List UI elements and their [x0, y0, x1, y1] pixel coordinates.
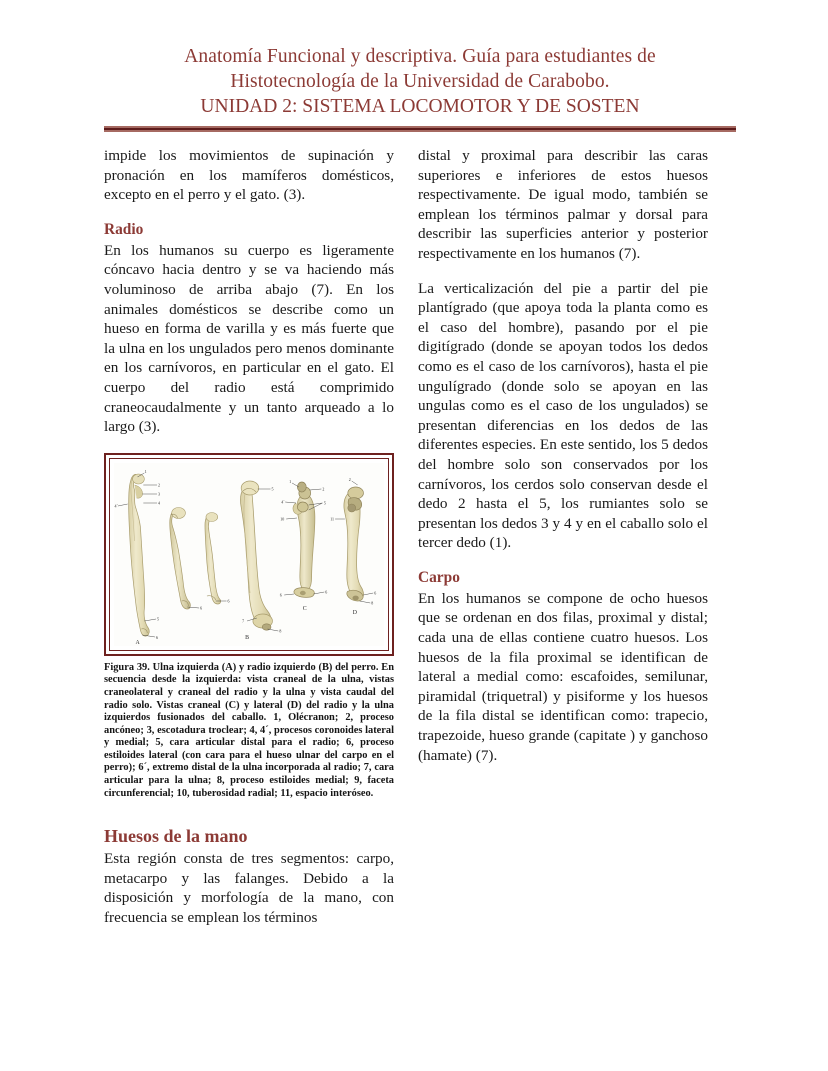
page-content [104, 0, 736, 928]
svg-text:A: A [135, 639, 140, 646]
figure-caption: Figura 39. Ulna izquierda (A) y radio izquierdo (B) del perro. En secuencia desde la izquierda: vista craneal de la ulna, vistas craneolateral y craneal del radio y la ulna y vista caudal del radio solo. Vistas craneal (C) y lateral (D) del radio y la ulna izquierdos fusionados del caballo. 1, Olécranon; 2, proceso ancóneo; 3, escotadura troclear; 4, 4´, procesos coronoides lateral y medial; 5, cara articular distal para el radio; 6, proceso estiloides lateral (con cara para el hueso ulnar del carpo en el perro); 6´, extremo distal de la ulna incorporada al radio; 7, cara articular para la ulna; 8, proceso estiloides medial; 9, faceta circunferencial; 10, tuberosidad radial; 11, espacio interóseo. [104, 661, 394, 799]
svg-text:2: 2 [322, 486, 325, 492]
right-paragraph-1: distal y proximal para describir las caras superiores e inferiores de estos huesos respectivamente. De igual modo, también se emplean los términos palmar y dorsal para describir las superficies anterior y posterior respectivamente en los humanos (7). [418, 147, 708, 262]
svg-text:4´: 4´ [281, 499, 285, 505]
heading-carpo: Carpo [418, 568, 460, 586]
two-column-body [104, 146, 736, 928]
svg-text:6: 6 [156, 634, 159, 640]
bone-illustration-plate [114, 463, 384, 646]
header-divider-rule [104, 126, 736, 132]
bone-illustration-svg [114, 463, 384, 646]
svg-text:5: 5 [323, 500, 326, 506]
heading-huesos-de-la-mano: Huesos de la mano [104, 826, 248, 847]
svg-text:2: 2 [348, 476, 351, 482]
svg-text:8: 8 [279, 628, 282, 634]
svg-text:D: D [352, 609, 357, 616]
svg-text:1: 1 [289, 478, 292, 484]
svg-text:5: 5 [157, 616, 160, 622]
svg-text:3: 3 [158, 491, 161, 497]
svg-text:B: B [245, 634, 249, 641]
header-unit-line: UNIDAD 2: SISTEMA LOCOMOTOR Y DE SOSTEN [200, 96, 640, 117]
right-column [418, 146, 708, 928]
svg-text:6: 6 [200, 605, 203, 611]
svg-text:10: 10 [280, 516, 285, 522]
svg-text:2: 2 [158, 482, 161, 488]
header-title-line-2: Histotecnología de la Universidad de Carabobo. [230, 71, 610, 92]
right-paragraph-2: La verticalización del pie a partir del pie plantígrado (que apoya toda la planta como es el caso del hombre), pasando por el pie digitígrado (donde se apoyan todos los dedos como es el caso de los carnívoros), hasta el pie ungulígrado (donde solo se apoyan en las ungulas como es el caso de los ungulados) se presentan diferencias en los dedos de las diferentes especies. En este sentido, los 5 dedos del hombre solo son conservados por los carnívoros, los cerdos solo conservan desde el dedo 2 hasta el 5, los rumiantes solo se presentan los dedos 3 y 4 y en el caballo solo el tercer dedo (1). [418, 279, 708, 552]
svg-text:11: 11 [330, 516, 335, 522]
svg-text:6: 6 [279, 592, 282, 598]
heading-radio: Radio [104, 220, 144, 238]
figure-frame-inner [109, 458, 389, 651]
paragraph-radio: En los humanos su cuerpo es ligeramente cóncavo hacia dentro y se va haciendo más voluminoso de arriba abajo (7). En los animales domésticos se describe como un hueso en forma de varilla y es más fuerte que la ulna en los ungulados pero menos dominante en los carnívoros, en particular en el gato. El cuerpo del radio está comprimido craneocaudalmente y un tanto arqueado a lo largo (3). [104, 241, 394, 436]
svg-text:6: 6 [374, 590, 377, 596]
left-paragraph-continuation: impide los movimientos de supinación y pronación en los mamíferos domésticos, excepto en el perro y el gato. (3). [104, 147, 394, 204]
svg-text:8: 8 [371, 600, 374, 606]
svg-text:5: 5 [271, 486, 274, 492]
paragraph-carpo: En los humanos se compone de ocho huesos que se ordenan en dos filas, proximal y distal; cada una de ellas contiene cuatro huesos. Los huesos de la fila proximal se identifican de lateral a medial como: escafoides, semilunar, piramidal (triquetral) y pisiforme y los huesos de la fila distal se identifican como: trapecio, trapezoide, hueso grande (capitate ) y ganchoso (hamate) (7). [418, 589, 708, 764]
figure-39 [104, 453, 394, 801]
svg-text:4: 4 [158, 500, 161, 506]
paragraph-huesos-de-la-mano: Esta región consta de tres segmentos: carpo, metacarpo y las falanges. Debido a la disposición y morfología de la mano, con frecuencia se emplean los términos [104, 850, 394, 927]
svg-text:7: 7 [242, 618, 245, 624]
left-column [104, 146, 394, 928]
document-header [104, 0, 736, 119]
svg-text:6: 6 [325, 589, 328, 595]
svg-text:4´: 4´ [114, 503, 118, 509]
figure-frame-outer [104, 453, 394, 656]
header-title-line-1: Anatomía Funcional y descriptiva. Guía para estudiantes de [184, 46, 656, 67]
svg-text:6: 6 [227, 598, 230, 604]
svg-text:1: 1 [144, 468, 147, 474]
svg-text:C: C [302, 605, 307, 612]
